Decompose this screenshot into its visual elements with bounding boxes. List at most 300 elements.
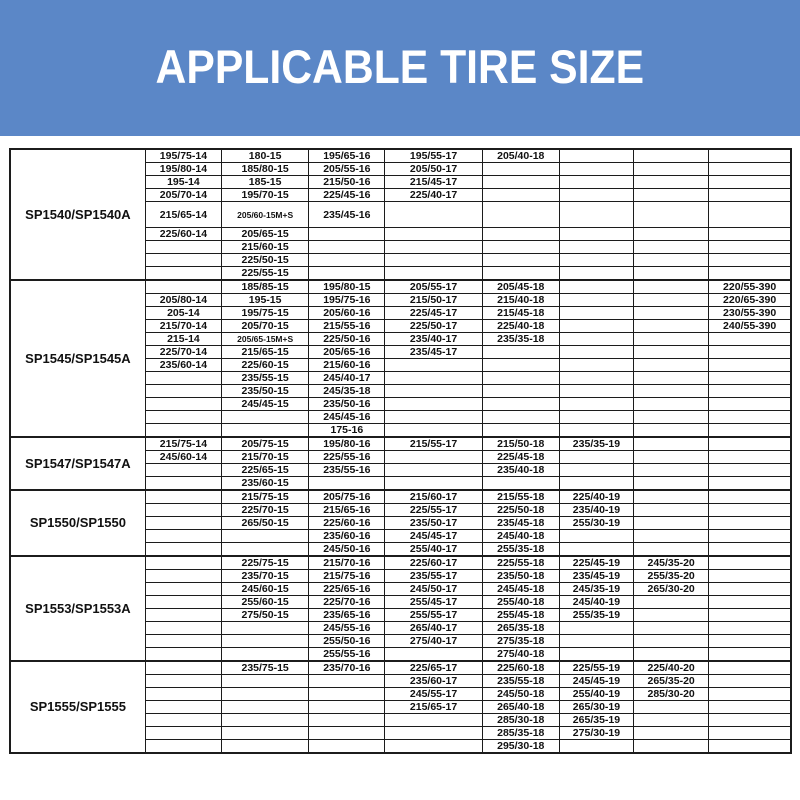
empty-cell (709, 504, 791, 517)
tire-size-cell: 255/45-17 (385, 596, 482, 609)
tire-size-cell: 225/40-17 (385, 189, 482, 202)
empty-cell (482, 385, 559, 398)
tire-size-cell: 225/60-15 (222, 359, 309, 372)
empty-cell (709, 517, 791, 530)
tire-size-cell: 245/45-15 (222, 398, 309, 411)
empty-cell (709, 451, 791, 464)
empty-cell (482, 477, 559, 491)
empty-cell (385, 228, 482, 241)
tire-size-cell: 255/55-17 (385, 609, 482, 622)
tire-size-table-wrap (9, 148, 792, 754)
tire-size-cell: 235/50-16 (309, 398, 385, 411)
tire-size-cell: 255/60-15 (222, 596, 309, 609)
empty-cell (559, 228, 633, 241)
tire-size-cell: 185/80-15 (222, 163, 309, 176)
empty-cell (559, 280, 633, 294)
empty-cell (222, 688, 309, 701)
empty-cell (559, 346, 633, 359)
tire-size-cell: 205/40-18 (482, 149, 559, 163)
empty-cell (222, 411, 309, 424)
empty-cell (145, 504, 221, 517)
tire-size-cell: 265/40-17 (385, 622, 482, 635)
tire-size-cell: 225/60-17 (385, 556, 482, 570)
empty-cell (145, 477, 221, 491)
tire-size-cell: 225/55-19 (559, 661, 633, 675)
tire-size-cell: 255/35-20 (634, 570, 709, 583)
empty-cell (634, 189, 709, 202)
empty-cell (385, 411, 482, 424)
empty-cell (385, 648, 482, 662)
tire-size-cell: 215/65-15 (222, 346, 309, 359)
empty-cell (145, 556, 221, 570)
tire-size-cell: 195/75-16 (309, 294, 385, 307)
tire-size-cell: 225/70-14 (145, 346, 221, 359)
empty-cell (222, 675, 309, 688)
tire-size-cell: 215/75-14 (145, 437, 221, 451)
empty-cell (309, 228, 385, 241)
empty-cell (634, 398, 709, 411)
empty-cell (559, 254, 633, 267)
tire-size-cell: 295/30-18 (482, 740, 559, 754)
empty-cell (385, 451, 482, 464)
empty-cell (709, 675, 791, 688)
tire-size-cell: 245/35-20 (634, 556, 709, 570)
empty-cell (709, 333, 791, 346)
tire-size-cell: 205/65-15 (222, 228, 309, 241)
empty-cell (634, 648, 709, 662)
empty-cell (145, 254, 221, 267)
empty-cell (634, 202, 709, 228)
empty-cell (145, 570, 221, 583)
table-row (10, 661, 791, 675)
empty-cell (709, 398, 791, 411)
tire-size-cell: 265/50-15 (222, 517, 309, 530)
tire-size-cell: 215/45-17 (385, 176, 482, 189)
tire-size-cell: 235/75-15 (222, 661, 309, 675)
model-cell: SP1550/SP1550 (10, 490, 145, 556)
tire-size-cell: 265/35-18 (482, 622, 559, 635)
tire-size-cell: 225/45-16 (309, 189, 385, 202)
tire-size-cell: 225/55-16 (309, 451, 385, 464)
empty-cell (145, 714, 221, 727)
tire-size-cell: 215/70-15 (222, 451, 309, 464)
tire-size-cell: 225/65-17 (385, 661, 482, 675)
tire-size-cell: 285/30-18 (482, 714, 559, 727)
empty-cell (634, 530, 709, 543)
empty-cell (145, 622, 221, 635)
empty-cell (634, 740, 709, 754)
tire-size-cell: 215/65-17 (385, 701, 482, 714)
empty-cell (709, 543, 791, 557)
tire-size-cell: 195-15 (222, 294, 309, 307)
empty-cell (634, 727, 709, 740)
tire-size-cell: 245/60-14 (145, 451, 221, 464)
tire-size-cell: 225/55-18 (482, 556, 559, 570)
tire-size-cell: 275/50-15 (222, 609, 309, 622)
empty-cell (482, 372, 559, 385)
tire-size-cell: 215/60-17 (385, 490, 482, 504)
empty-cell (709, 556, 791, 570)
tire-size-cell: 225/55-17 (385, 504, 482, 517)
tire-size-cell: 225/60-16 (309, 517, 385, 530)
tire-size-cell: 275/35-18 (482, 635, 559, 648)
table-row (10, 437, 791, 451)
tire-size-cell: 245/55-16 (309, 622, 385, 635)
tire-size-cell: 285/30-20 (634, 688, 709, 701)
empty-cell (145, 688, 221, 701)
empty-cell (559, 385, 633, 398)
empty-cell (634, 490, 709, 504)
empty-cell (385, 359, 482, 372)
tire-size-cell: 235/45-17 (385, 346, 482, 359)
tire-size-cell: 235/55-16 (309, 464, 385, 477)
tire-size-cell: 225/50-17 (385, 320, 482, 333)
tire-size-cell: 175-16 (309, 424, 385, 438)
empty-cell (634, 346, 709, 359)
empty-cell (145, 385, 221, 398)
tire-size-cell: 225/70-15 (222, 504, 309, 517)
empty-cell (145, 372, 221, 385)
empty-cell (309, 254, 385, 267)
tire-size-cell: 195/75-14 (145, 149, 221, 163)
tire-size-cell: 235/35-19 (559, 437, 633, 451)
tire-size-cell: 235/40-19 (559, 504, 633, 517)
table-row (10, 149, 791, 163)
tire-size-cell: 235/45-18 (482, 517, 559, 530)
empty-cell (634, 149, 709, 163)
empty-cell (482, 254, 559, 267)
empty-cell (634, 241, 709, 254)
empty-cell (222, 701, 309, 714)
empty-cell (482, 189, 559, 202)
tire-size-cell: 245/55-17 (385, 688, 482, 701)
table-row (10, 556, 791, 570)
empty-cell (634, 411, 709, 424)
tire-size-cell: 205/65-16 (309, 346, 385, 359)
model-cell: SP1540/SP1540A (10, 149, 145, 280)
empty-cell (634, 504, 709, 517)
empty-cell (309, 688, 385, 701)
tire-size-cell: 255/40-18 (482, 596, 559, 609)
model-cell: SP1547/SP1547A (10, 437, 145, 490)
tire-size-cell: 225/45-19 (559, 556, 633, 570)
empty-cell (709, 727, 791, 740)
empty-cell (709, 477, 791, 491)
empty-cell (709, 490, 791, 504)
tire-size-cell: 265/35-20 (634, 675, 709, 688)
empty-cell (309, 267, 385, 281)
tire-size-cell: 245/45-18 (482, 583, 559, 596)
empty-cell (559, 635, 633, 648)
empty-cell (634, 176, 709, 189)
empty-cell (385, 372, 482, 385)
tire-size-cell: 255/40-19 (559, 688, 633, 701)
tire-size-cell: 245/35-19 (559, 583, 633, 596)
tire-size-cell: 225/70-16 (309, 596, 385, 609)
tire-size-cell: 255/35-18 (482, 543, 559, 557)
empty-cell (709, 176, 791, 189)
empty-cell (709, 149, 791, 163)
tire-size-cell: 275/40-18 (482, 648, 559, 662)
empty-cell (482, 398, 559, 411)
tire-size-cell: 215/40-18 (482, 294, 559, 307)
empty-cell (145, 424, 221, 438)
empty-cell (559, 149, 633, 163)
empty-cell (559, 398, 633, 411)
tire-size-cell: 195/65-16 (309, 149, 385, 163)
tire-size-cell: 220/55-390 (709, 280, 791, 294)
empty-cell (634, 372, 709, 385)
empty-cell (222, 635, 309, 648)
table-row (10, 280, 791, 294)
empty-cell (309, 714, 385, 727)
empty-cell (634, 267, 709, 281)
empty-cell (222, 543, 309, 557)
tire-size-cell: 235/55-17 (385, 570, 482, 583)
tire-size-cell: 215/65-14 (145, 202, 221, 228)
empty-cell (559, 543, 633, 557)
tire-size-cell: 235/60-14 (145, 359, 221, 372)
tire-size-cell: 235/45-16 (309, 202, 385, 228)
empty-cell (385, 464, 482, 477)
empty-cell (145, 727, 221, 740)
tire-size-cell: 215/60-15 (222, 241, 309, 254)
tire-size-cell: 205-14 (145, 307, 221, 320)
tire-size-cell: 240/55-390 (709, 320, 791, 333)
empty-cell (145, 241, 221, 254)
tire-size-cell: 265/30-20 (634, 583, 709, 596)
tire-size-cell: 235/50-17 (385, 517, 482, 530)
empty-cell (634, 596, 709, 609)
empty-cell (385, 385, 482, 398)
tire-size-cell: 205/45-18 (482, 280, 559, 294)
empty-cell (559, 202, 633, 228)
empty-cell (559, 294, 633, 307)
empty-cell (709, 740, 791, 754)
tire-size-cell: 225/45-17 (385, 307, 482, 320)
tire-size-cell: 205/55-17 (385, 280, 482, 294)
tire-size-table (9, 148, 792, 754)
empty-cell (385, 254, 482, 267)
empty-cell (559, 372, 633, 385)
tire-size-cell: 255/55-16 (309, 648, 385, 662)
tire-size-cell: 205/75-16 (309, 490, 385, 504)
empty-cell (634, 451, 709, 464)
empty-cell (709, 254, 791, 267)
empty-cell (634, 437, 709, 451)
empty-cell (385, 241, 482, 254)
empty-cell (559, 530, 633, 543)
tire-size-cell: 225/60-14 (145, 228, 221, 241)
tire-size-cell: 195/55-17 (385, 149, 482, 163)
empty-cell (709, 714, 791, 727)
empty-cell (385, 398, 482, 411)
empty-cell (559, 176, 633, 189)
empty-cell (482, 176, 559, 189)
empty-cell (709, 189, 791, 202)
empty-cell (709, 228, 791, 241)
empty-cell (634, 294, 709, 307)
tire-size-cell: 215/75-16 (309, 570, 385, 583)
empty-cell (634, 359, 709, 372)
tire-size-cell: 180-15 (222, 149, 309, 163)
tire-size-cell: 215/50-16 (309, 176, 385, 189)
model-cell: SP1553/SP1553A (10, 556, 145, 661)
empty-cell (145, 411, 221, 424)
tire-size-cell: 205/50-17 (385, 163, 482, 176)
tire-size-cell: 185/85-15 (222, 280, 309, 294)
empty-cell (145, 675, 221, 688)
tire-size-cell: 205/70-15 (222, 320, 309, 333)
empty-cell (559, 464, 633, 477)
empty-cell (709, 411, 791, 424)
tire-size-cell: 215/55-18 (482, 490, 559, 504)
empty-cell (145, 635, 221, 648)
empty-cell (385, 202, 482, 228)
tire-size-cell: 195/80-14 (145, 163, 221, 176)
empty-cell (145, 398, 221, 411)
empty-cell (145, 267, 221, 281)
empty-cell (559, 320, 633, 333)
tire-size-cell: 235/50-15 (222, 385, 309, 398)
tire-size-cell: 225/65-15 (222, 464, 309, 477)
tire-size-cell: 225/40-18 (482, 320, 559, 333)
tire-size-cell: 215/50-18 (482, 437, 559, 451)
tire-size-cell: 245/45-17 (385, 530, 482, 543)
tire-size-cell: 215/65-16 (309, 504, 385, 517)
empty-cell (145, 740, 221, 754)
tire-size-cell: 245/50-17 (385, 583, 482, 596)
empty-cell (145, 661, 221, 675)
empty-cell (709, 424, 791, 438)
empty-cell (222, 622, 309, 635)
empty-cell (634, 701, 709, 714)
tire-size-cell: 245/35-18 (309, 385, 385, 398)
empty-cell (482, 202, 559, 228)
empty-cell (709, 202, 791, 228)
tire-size-cell: 245/45-16 (309, 411, 385, 424)
tire-size-cell: 235/70-15 (222, 570, 309, 583)
tire-size-cell: 225/45-18 (482, 451, 559, 464)
empty-cell (709, 359, 791, 372)
empty-cell (559, 241, 633, 254)
empty-cell (385, 740, 482, 754)
empty-cell (559, 163, 633, 176)
empty-cell (309, 675, 385, 688)
empty-cell (482, 424, 559, 438)
tire-size-cell: 255/30-19 (559, 517, 633, 530)
tire-size-cell: 235/60-16 (309, 530, 385, 543)
empty-cell (559, 267, 633, 281)
empty-cell (709, 163, 791, 176)
tire-size-cell: 245/50-16 (309, 543, 385, 557)
tire-size-cell: 245/50-18 (482, 688, 559, 701)
empty-cell (145, 609, 221, 622)
empty-cell (634, 254, 709, 267)
empty-cell (145, 543, 221, 557)
tire-size-cell: 235/50-18 (482, 570, 559, 583)
tire-size-cell: 245/40-19 (559, 596, 633, 609)
tire-size-cell: 255/50-16 (309, 635, 385, 648)
empty-cell (634, 424, 709, 438)
tire-size-cell: 265/35-19 (559, 714, 633, 727)
tire-size-cell: 195/75-15 (222, 307, 309, 320)
tire-size-cell: 225/75-15 (222, 556, 309, 570)
tire-size-cell: 195/80-16 (309, 437, 385, 451)
empty-cell (559, 424, 633, 438)
empty-cell (222, 727, 309, 740)
empty-cell (559, 189, 633, 202)
empty-cell (709, 437, 791, 451)
tire-size-cell: 285/35-18 (482, 727, 559, 740)
tire-size-cell: 195/70-15 (222, 189, 309, 202)
tire-size-cell: 235/45-19 (559, 570, 633, 583)
empty-cell (709, 661, 791, 675)
tire-size-cell: 255/45-18 (482, 609, 559, 622)
empty-cell (709, 372, 791, 385)
tire-size-cell: 205/60-16 (309, 307, 385, 320)
tire-size-cell: 195-14 (145, 176, 221, 189)
tire-size-cell: 235/55-18 (482, 675, 559, 688)
empty-cell (634, 320, 709, 333)
empty-cell (559, 648, 633, 662)
empty-cell (634, 609, 709, 622)
empty-cell (709, 648, 791, 662)
empty-cell (309, 241, 385, 254)
tire-size-cell: 205/80-14 (145, 294, 221, 307)
model-cell: SP1545/SP1545A (10, 280, 145, 437)
empty-cell (559, 740, 633, 754)
tire-size-cell: 235/55-15 (222, 372, 309, 385)
empty-cell (559, 359, 633, 372)
empty-cell (634, 477, 709, 491)
empty-cell (559, 622, 633, 635)
empty-cell (634, 635, 709, 648)
tire-size-cell: 215/70-16 (309, 556, 385, 570)
tire-size-cell: 255/35-19 (559, 609, 633, 622)
empty-cell (709, 570, 791, 583)
empty-cell (709, 267, 791, 281)
empty-cell (634, 543, 709, 557)
model-cell: SP1555/SP1555 (10, 661, 145, 753)
tire-size-cell: 215/55-17 (385, 437, 482, 451)
empty-cell (385, 424, 482, 438)
tire-size-cell: 245/40-18 (482, 530, 559, 543)
tire-size-cell: 235/40-18 (482, 464, 559, 477)
tire-size-cell: 215/70-14 (145, 320, 221, 333)
tire-size-cell: 265/40-18 (482, 701, 559, 714)
empty-cell (709, 241, 791, 254)
tire-size-cell: 225/50-16 (309, 333, 385, 346)
empty-cell (482, 228, 559, 241)
tire-size-cell: 275/40-17 (385, 635, 482, 648)
empty-cell (145, 530, 221, 543)
empty-cell (482, 267, 559, 281)
empty-cell (709, 346, 791, 359)
empty-cell (709, 688, 791, 701)
empty-cell (482, 346, 559, 359)
empty-cell (482, 359, 559, 372)
tire-size-cell: 235/35-18 (482, 333, 559, 346)
empty-cell (709, 701, 791, 714)
empty-cell (482, 411, 559, 424)
empty-cell (709, 583, 791, 596)
tire-size-cell: 265/30-19 (559, 701, 633, 714)
empty-cell (634, 517, 709, 530)
empty-cell (309, 477, 385, 491)
tire-size-cell: 235/40-17 (385, 333, 482, 346)
tire-size-cell: 215/60-16 (309, 359, 385, 372)
